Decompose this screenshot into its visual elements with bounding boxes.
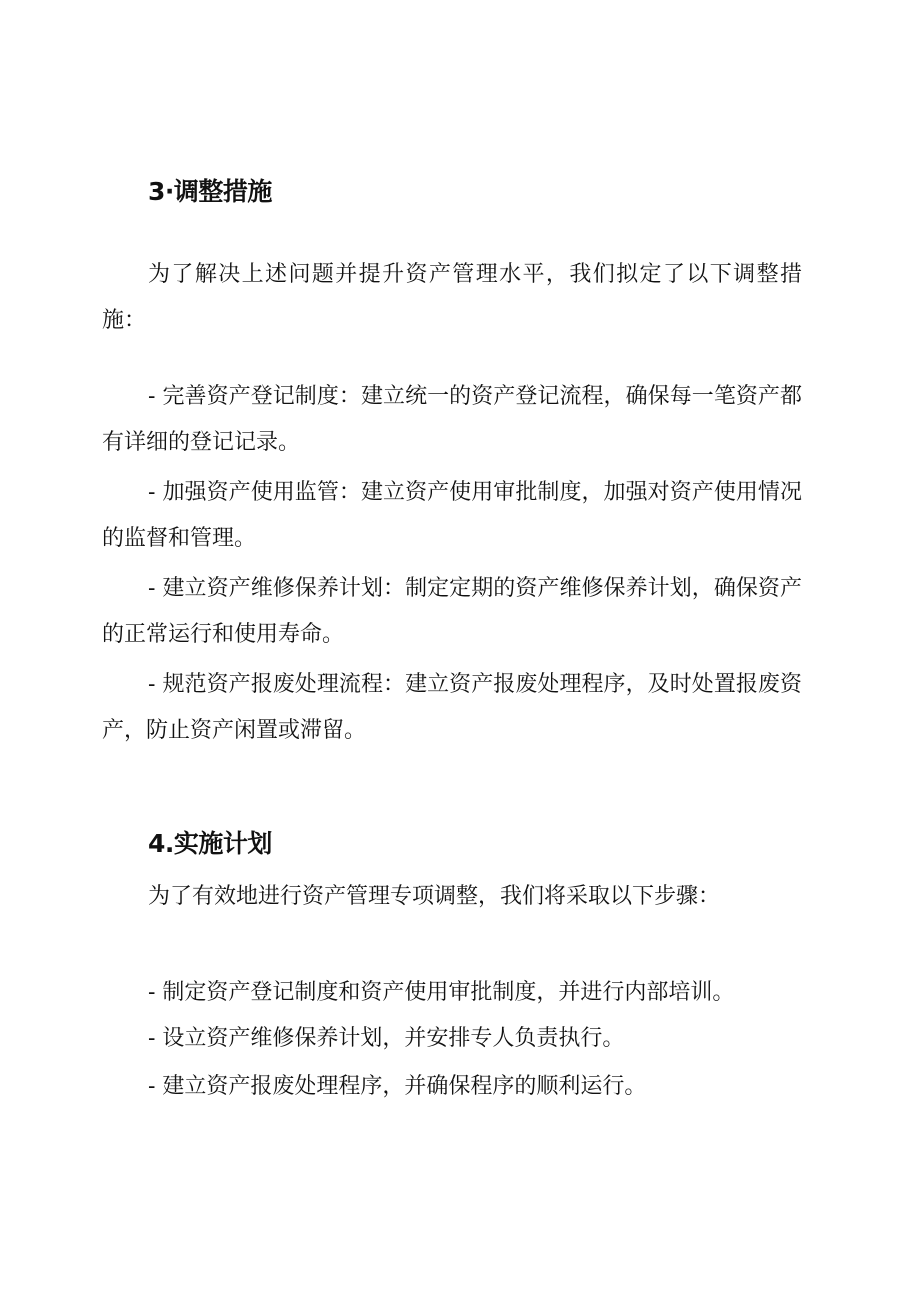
section-3-heading: 3·调整措施 [148,177,272,206]
section-4-intro: 为了有效地进行资产管理专项调整，我们将采取以下步骤： [148,884,721,909]
plan-step-3: - 建立资产报废处理程序，并确保程序的顺利运行。 [148,1074,647,1099]
measure-item-2: - 加强资产使用监管：建立资产使用审批制度，加强对资产使用情况的监督和管理。 [102,480,802,551]
section-3-intro: 为了解决上述问题并提升资产管理水平，我们拟定了以下调整措施： [102,262,802,333]
plan-step-2: - 设立资产维修保养计划，并安排专人负责执行。 [148,1026,625,1051]
plan-step-1: - 制定资产登记制度和资产使用审批制度，并进行内部培训。 [148,980,735,1005]
measure-item-4: - 规范资产报废处理流程：建立资产报废处理程序，及时处置报废资产，防止资产闲置或滞留。 [102,672,802,743]
measure-item-3: - 建立资产维修保养计划：制定定期的资产维修保养计划，确保资产的正常运行和使用寿命。 [102,576,802,647]
section-4-heading: 4.实施计划 [148,829,272,858]
measure-item-1: - 完善资产登记制度：建立统一的资产登记流程，确保每一笔资产都有详细的登记记录。 [102,384,802,455]
